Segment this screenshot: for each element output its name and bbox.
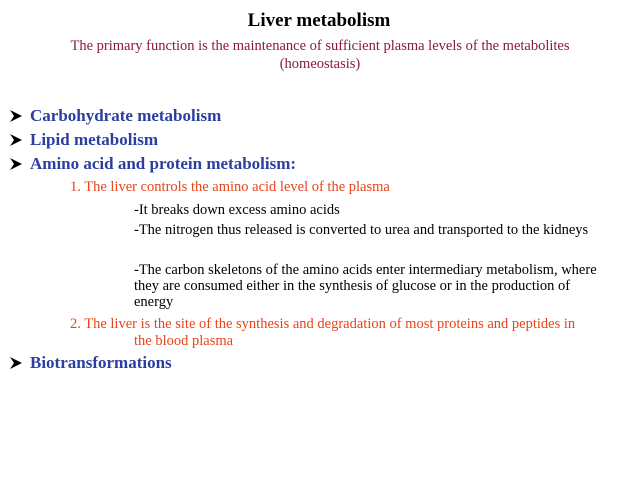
subtitle-line-1: The primary function is the maintenance of sufficient plasma levels of the metabolites [70,38,570,54]
arrow-bullet-icon [10,110,22,122]
point2-line-1: 2. The liver is the site of the synthesis and degradation of most proteins and peptides in [70,316,576,332]
bullet-label: Amino acid and protein metabolism: [30,154,297,173]
point2-line-2: the blood plasma [134,333,234,349]
bullet-carbohydrate [10,106,221,126]
bullet-label: Biotransformations [30,353,172,372]
bullet-label: Lipid metabolism [30,130,158,149]
subtitle-line-2: (homeostasis) [279,56,361,72]
bullet-lipid [10,130,158,150]
sub-item-2: -The nitrogen thus released is converted to urea and transported to the kidneys [134,222,589,238]
arrow-bullet-icon [10,134,22,146]
sub-item-1: -It breaks down excess amino acids [134,202,340,218]
slide-title: Liver metabolism [247,10,391,31]
numbered-point-1: 1. The liver controls the amino acid level of the plasma [70,179,390,195]
numbered-point-2 [70,316,630,350]
bullet-amino-acid [10,154,296,174]
bullet-biotransformations [10,353,172,373]
arrow-bullet-icon [10,158,22,170]
arrow-bullet-icon [10,357,22,369]
bullet-label: Carbohydrate metabolism [30,106,222,125]
sub-item-3: -The carbon skeletons of the amino acids enter intermediary metabolism, where they are consumed either in the synthesis of glucose or in the production of energy [134,262,597,310]
slide-subtitle [30,37,610,73]
